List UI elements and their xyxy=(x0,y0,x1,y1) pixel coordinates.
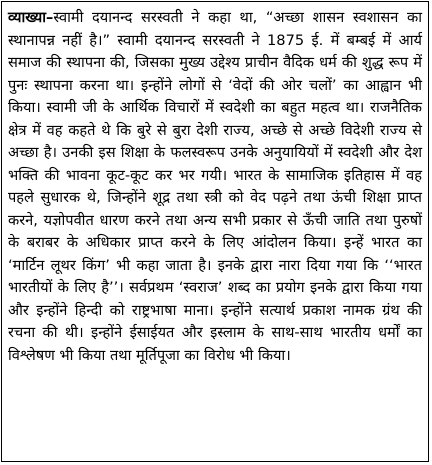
heading-separator: – xyxy=(46,9,54,26)
explanation-paragraph xyxy=(8,7,422,367)
explanation-body: स्वामी दयानन्द सरस्वती ने कहा था, “अच्छा शासन स्वशासन का स्थानापन्न नहीं है।” स्वामी दयानन्द सरस्वती ने 1875 ई. में बम्बई में आर्य समाज की स्थापना की, जिसका मुख्य उद्देश्य प्राचीन वैदिक धर्म की शुद्ध रूप में पुनः स्थापना करना था। इन्होंने लोगों से ‘वेदों की ओर चलों’ का आह्वान भी किया। स्वामी जी के आर्थिक विचारों में स्वदेशी का बहुत महत्व था। राजनैतिक क्षेत्र में वह कहते थे कि बुरे से बुरा देशी राज्य, अच्छे से अच्छे विदेशी राज्य से अच्छा है। उनकी इस शिक्षा के फलस्वरूप उनके अनुयायियों में स्वदेशी और देश भक्ति की भावना कूट-कूट कर भर गयी। भारत के सामाजिक इतिहास में वह पहले सुधारक थे, जिन्होंने शूद्र तथा स्त्री को वेद पढ़ने तथा ऊंची शिक्षा प्राप्त करने, यज्ञोपवीत धारण करने तथा अन्य सभी प्रकार से ऊँची जाति तथा पुरुषों के बराबर के अधिकार प्राप्त करने के लिए आंदोलन किया। इन्हें भारत का ‘मार्टिन लूथर किंग’ भी कहा जाता है। इनके द्वारा नारा दिया गया कि ‘‘भारत भारतीयों के लिए है’’। सर्वप्रथम ‘स्वराज’ शब्द का प्रयोग इनके द्वारा किया गया और इन्होंने हिन्दी को राष्ट्रभाषा माना। इन्होंने सत्यार्थ प्रकाश नामक ग्रंथ की रचना की थी। इन्होंने ईसाईयत और इस्लाम के साथ-साथ भारतीय धर्मों का विश्लेषण भी किया तथा मूर्तिपूजा का विरोध भी किया। xyxy=(8,9,422,364)
explanation-heading: व्याख्या xyxy=(8,9,47,26)
explanation-box xyxy=(1,1,429,462)
